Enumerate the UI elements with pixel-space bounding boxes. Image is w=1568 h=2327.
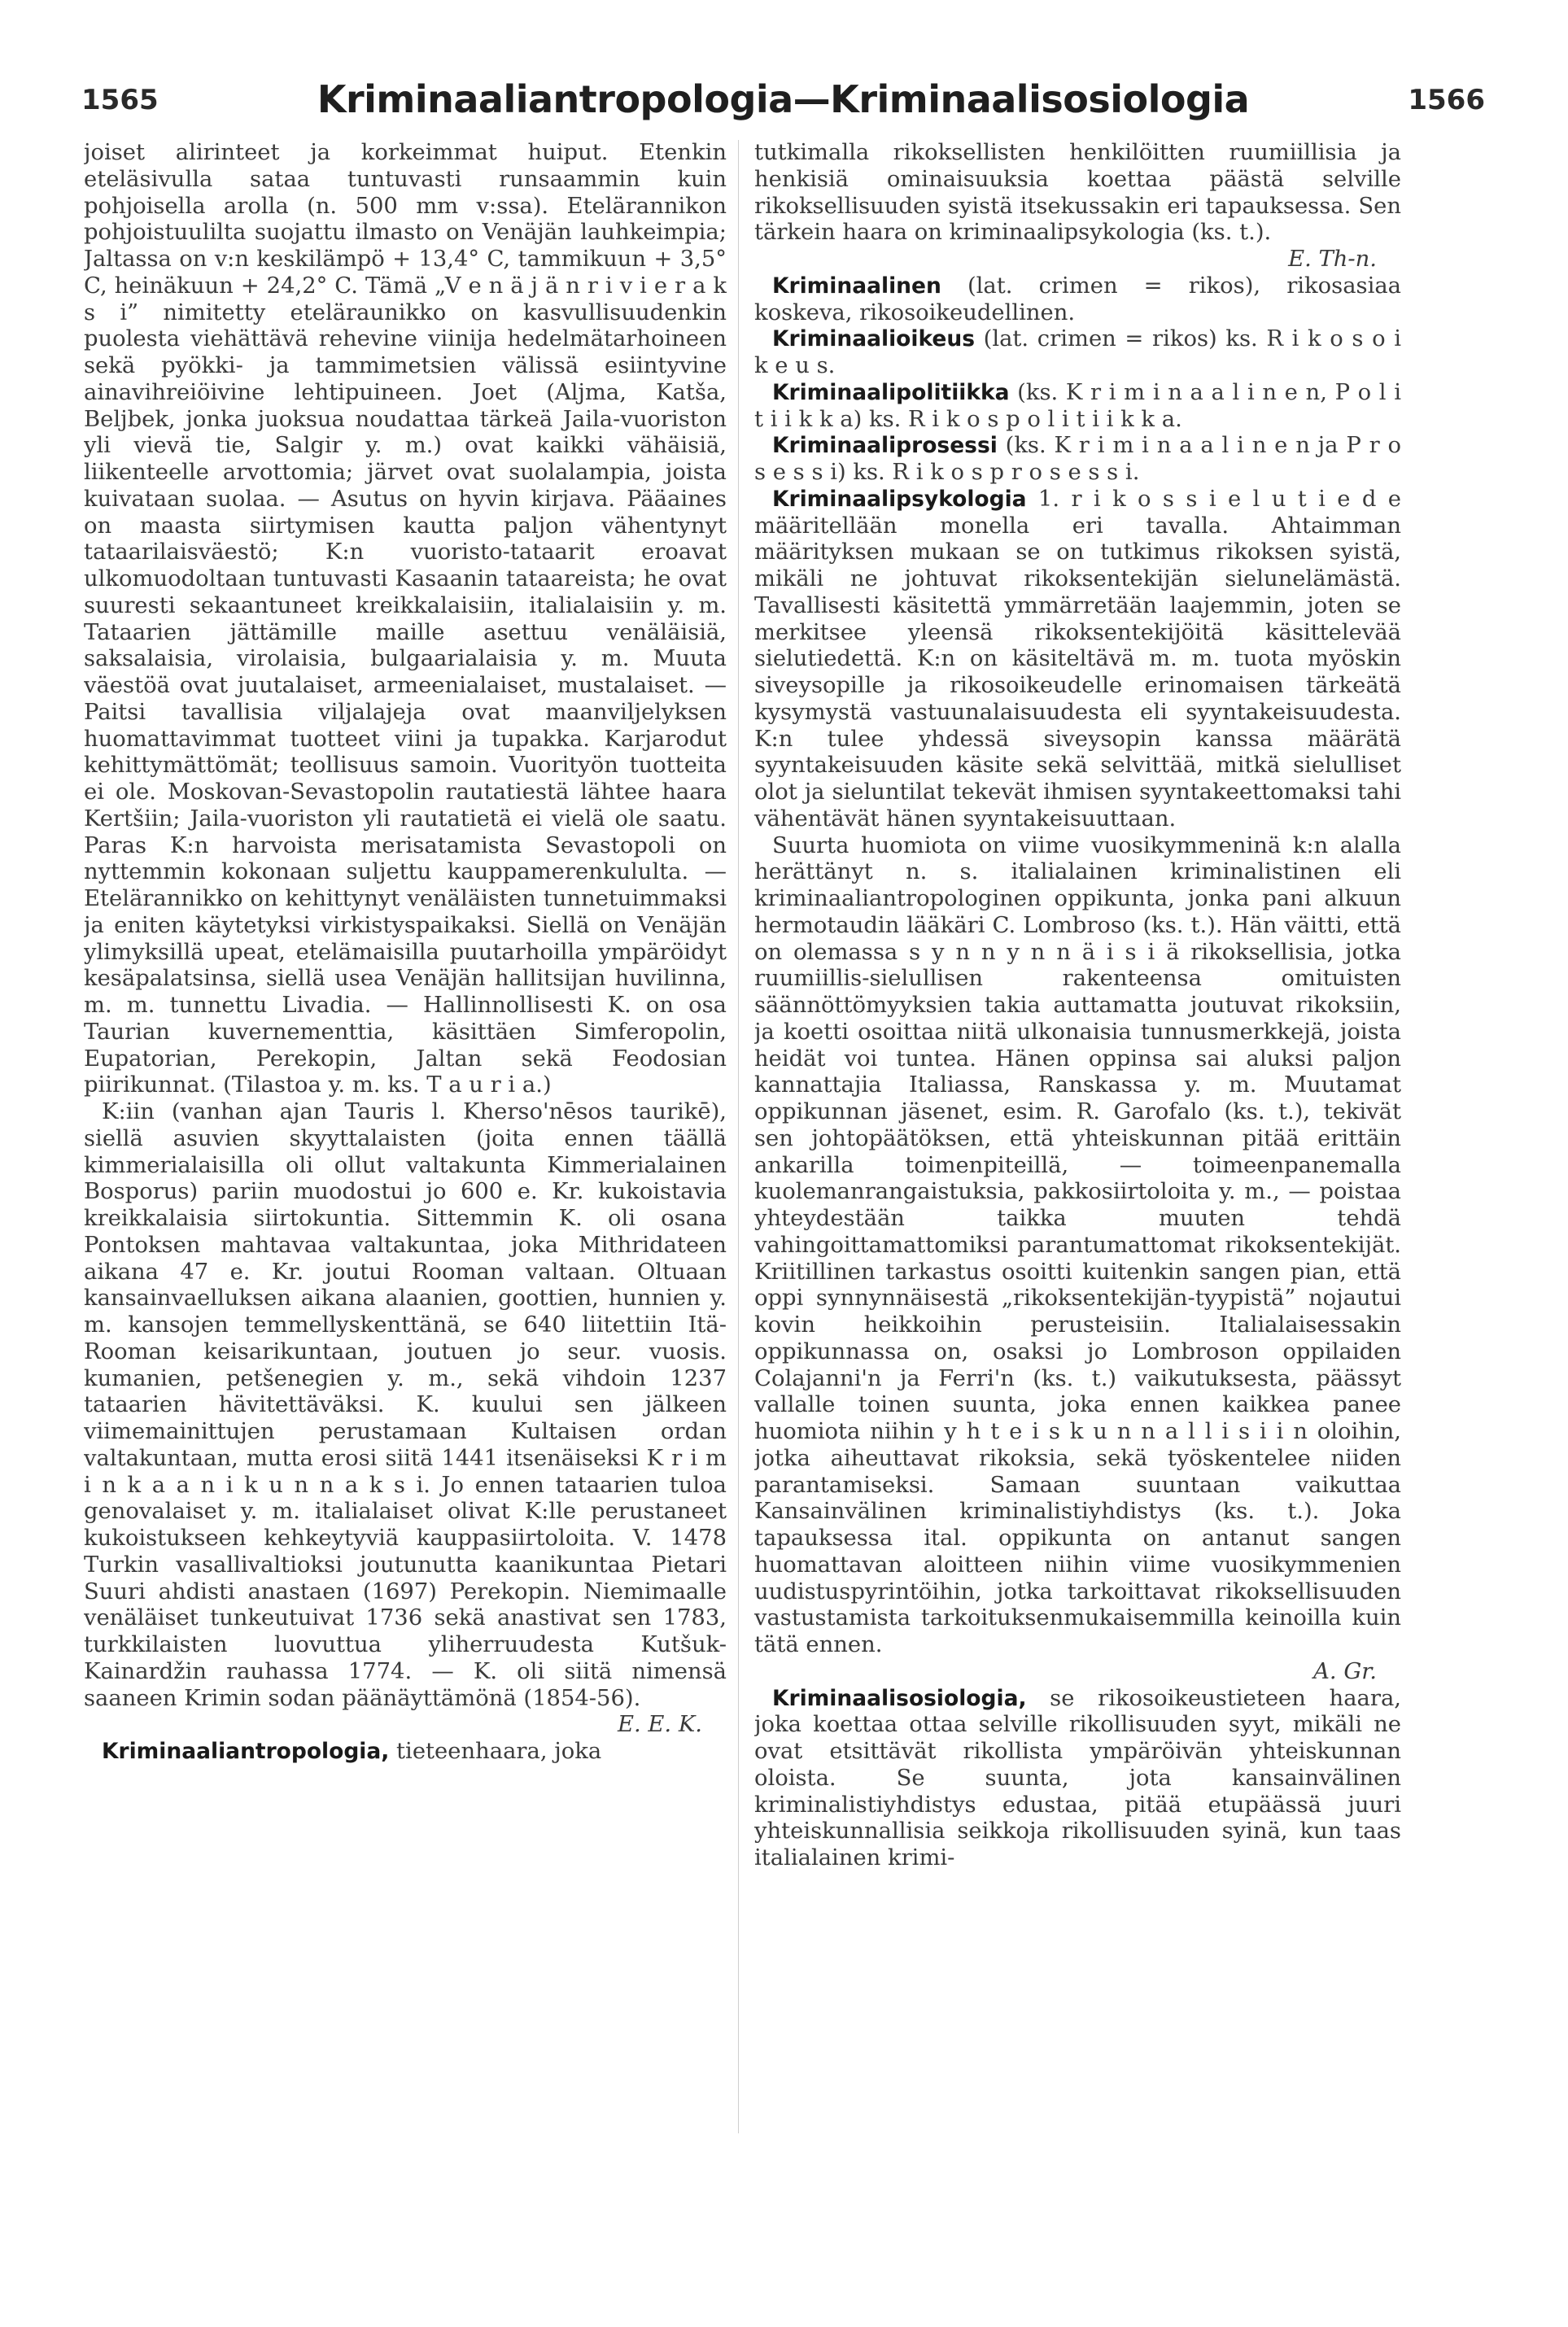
entry-kriminaaliprosessi [754, 433, 1401, 487]
page-number-right: 1566 [1408, 84, 1485, 116]
author-signature: E. Th-n. [1288, 247, 1377, 272]
entry-title: Kriminaalinen [772, 273, 941, 299]
column-divider [738, 140, 739, 2133]
entry-text: (ks. K r i m i n a a l i n e n ja P r o s e s s i) ks. R i k o s p r o s e s s i. [754, 433, 1401, 485]
article-paragraph: tutkimalla rikoksellisten henkilöitten ruumiillisia ja henkisiä ominaisuuksia koettaa päästä selville rikoksellisuuden syistä itsekussakin eri tapauksessa. Sen tärkein haara on kriminaalipsykologia (ks. t.). [754, 140, 1401, 246]
running-head: Kriminaaliantropologia—Kriminaalisosiologia [317, 77, 1250, 121]
entry-title: Kriminaalisosiologia, [772, 1685, 1027, 1711]
page-number-left: 1565 [81, 84, 159, 116]
entry-kriminaalinen [754, 273, 1401, 327]
entry-text: (lat. crimen = rikos), rikosasiaa koskeva, rikosoikeudellinen. [754, 273, 1401, 325]
left-column [84, 140, 727, 2133]
entry-kriminaalisosiologia [754, 1686, 1401, 1872]
entry-kriminaalipsykologia [754, 487, 1401, 833]
entry-text: tieteenhaara, joka [389, 1739, 602, 1764]
entry-text: 1. r i k o s s i e l u t i e d e määritellään monella eri tavalla. Ahtaimman määrityksen mukaan se on tutkimus rikoksen syistä, mikäli ne johtuvat rikoksentekijän sielunelämästä. Tavallisesti käsitettä ymmärretään laajemmin, joten se merkitsee yleensä rikoksentekijöitä käsittelevää sielutiedettä. K:n on käsiteltävä m. m. tuota myöskin siveysopille ja rikosoikeudelle erinomaisen tärkeätä kysymystä vastuunalaisuudesta eli syyntakeisuudesta. K:n tulee yhdessä siveysopin kanssa määrätä syyntakeisuuden käsite sekä selvittää, mitkä sielulliset olot ja sieluntilat tekevät ihmisen syyntakeettomaksi tahi vähentävät hänen syyntakeisuuttaan. [754, 486, 1401, 832]
entry-title: Kriminaalipolitiikka [772, 379, 1010, 405]
entry-text: (lat. crimen = rikos) ks. R i k o s o i k e u s. [754, 326, 1401, 378]
entry-title: Kriminaalipsykologia [772, 486, 1027, 512]
entry-title: Kriminaaliprosessi [772, 433, 998, 459]
article-paragraph: K:iin (vanhan ajan Tauris l. Kherso'nēsos taurikē), siellä asuvien skyyttalaisten (joita ennen täällä kimmerialaisilla oli ollut valtakunta Kimmerialainen Bosporus) pariin muodostui jo 600 e. Kr. kukoistavia kreikkalaisia siirtokuntia. Sittemmin K. oli osana Pontoksen mahtavaa valtakuntaa, joka Mithridateen aikana 47 e. Kr. joutui Rooman valtaan. Oltuaan kansainvaelluksen aikana alaanien, goottien, hunnien y. m. kansojen temmellyskenttänä, se 640 liitettiin Itä-Rooman keisarikuntaan, joutuen jo seur. vuosis. kumanien, petšenegien y. m., sekä vihdoin 1237 tataarien hävitettäväksi. K. kuului sen jälkeen viimemainittujen perustamaan Kultaisen ordan valtakuntaan, mutta erosi siitä 1441 itsenäiseksi K r i m i n k a a n i k u n n a k s i. Jo ennen tataarien tuloa genovalaiset y. m. italialaiset olivat K:lle perustaneet kukoistukseen kehkeytyviä kauppasiirtoloita. V. 1478 Turkin vasallivaltioksi joutunutta kaanikuntaa Pietari Suuri ahdisti anastaen (1697) Perekopin. Niemimaalle venäläiset tunkeutuivat 1736 sekä anastivat sen 1783, turkkilaisten luovuttua yliherruudesta Kutšuk-Kainardžin rauhassa 1774. — K. oli siitä nimensä saaneen Krimin sodan päänäyttämönä (1854-56). [84, 1099, 727, 1711]
article-paragraph: joiset alirinteet ja korkeimmat huiput. Etenkin eteläsivulla sataa tuntuvasti runsaammin kuin pohjoisella arolla (n. 500 mm v:ssa). Etelärannikon pohjoistuulilta suojattu ilmasto on Venäjän lauhkeimpia; Jaltassa on v:n keskilämpö + 13,4° C, tammikuun + 3,5° C, heinäkuun + 24,2° C. Tämä „V e n ä j ä n r i v i e r a k s i” nimitetty eteläraunikko on kasvullisuudenkin puolesta viehättävä rehevine viinija hedelmätarhoineen sekä pyökki- ja tammimetsien välissä esiintyvine ainavihreiöivine lehtipuineen. Joet (Aljma, Katša, Beljbek, jonka juoksua noudattaa tärkeä Jaila-vuoriston yli vievä tie, Salgir y. m.) ovat kaikki vähäisiä, liikenteelle arvottomia; järvet ovat suolalampia, joista kuivataan suolaa. — Asutus on hyvin kirjava. Pääaines on maasta siirtymisen kautta paljon vähentynyt tataarilaisväestö; K:n vuoristo-tataarit eroavat ulkomuodoltaan tuntuvasti Kasaanin tataareista; he ovat suuresti sekaantuneet kreikkalaisiin, italialaisiin y. m. Tataarien jättämille maille asettuu venäläisiä, saksalaisia, virolaisia, bulgaarialaisia y. m. Muuta väestöä ovat juutalaiset, armeenialaiset, mustalaiset. — Paitsi tavallisia viljalajeja ovat maanviljelyksen huomattavimmat tuotteet viini ja tupakka. Karjarodut kehittymättömät; teollisuus samoin. Vuorityön tuotteita ei ole. Moskovan-Sevastopolin rautatiestä lähtee haara Kertšiin; Jaila-vuoriston yli rautatietä ei vielä ole saatu. Paras K:n harvoista merisatamista Sevastopoli on nyttemmin kokonaan suljettu kauppamerenkululta. — Etelärannikko on kehittynyt venäläisten tunnetuimmaksi ja eniten käytetyksi virkistyspaikaksi. Siellä on Venäjän ylimyksillä upeat, etelämaisilla puutarhoilla ympäröidyt kesäpalatsinsa, siellä usea Venäjän hallitsijan huvilinna, m. m. tunnettu Livadia. — Hallinnollisesti K. on osa Taurian kuvernementtia, käsittäen Simferopolin, Eupatorian, Perekopin, Jaltan sekä Feodosian piirikunnat. (Tilastoa y. m. ks. T a u r i a.) [84, 140, 727, 1098]
entry-title: Kriminaaliantropologia, [102, 1739, 390, 1764]
article-paragraph [754, 833, 1401, 1659]
entry-kriminaalioikeus [754, 326, 1401, 380]
entry-kriminaalipolitiikka [754, 380, 1401, 434]
page-header [81, 77, 1485, 126]
entry-text: Suurta huomiota on viime vuosikymmeninä k:n alalla herättänyt n. s. italialainen kriminalistinen eli kriminaaliantropologinen oppikunta, jonka pani alkuun hermotaudin lääkäri C. Lombroso (ks. t.). Hän väitti, että on olemassa s y n n y n n ä i s i ä rikoksellisia, jotka ruumiillis-sielullisen rakenteensa omituisten säännöttömyyksien takia auttamatta joutuvat rikoksiin, ja koetti osoittaa niitä ulkonaisia tunnusmerkkejä, joista heidät voi tuntea. Hänen oppinsa sai aluksi paljon kannattajia Italiassa, Ranskassa y. m. Muutamat oppikunnan jäsenet, esim. R. Garofalo (ks. t.), tekivät sen johtopäätöksen, että yhteiskunnan pitää erittäin ankarilla toimenpiteillä, — toimeenpanemalla kuolemanrangaistuksia, pakkosiirtoloita y. m., — poistaa yhteydestään taikka muuten tehdä vahingoittamattomiksi parantumattomat rikoksentekijät. Kriitillinen tarkastus osoitti kuitenkin sangen pian, että oppi synnynnäisestä „rikoksentekijän-tyypistä” nojautui kovin heikkoihin perusteisiin. Italialaisessakin oppikunnassa on, osaksi jo Lombroson oppilaiden Colajanni'n ja Ferri'n (ks. t.) vaikutuksesta, päässyt vallalle toinen suunta, joka ennen kaikkea panee huomiota niihin y h t e i s k u n n a l l i s i i n oloihin, jotka aiheuttavat rikoksia, sekä työskentelee niiden parantamiseksi. Samaan suuntaan vaikuttaa Kansainvälinen kriminalistiyhdistys (ks. t.). Joka tapauksessa ital. oppikunta on antanut sangen huomattavan aloitteen niihin viime vuosikymmenien uudistuspyrintöihin, jotka tarkoittavat rikoksellisuuden vastustamista tarkoituksenmukaisemmilla keinoilla kuin tätä ennen. [754, 832, 1401, 1657]
entry-title: Kriminaalioikeus [772, 326, 975, 352]
entry-kriminaaliantropologia [84, 1739, 727, 1766]
author-signature: E. E. K. [618, 1712, 702, 1738]
author-signature: A. Gr. [1313, 1658, 1377, 1684]
entry-text: (ks. K r i m i n a a l i n e n, P o l i t i i k k a) ks. R i k o s p o l i t i i k k a. [754, 379, 1401, 432]
entry-text: se rikosoikeustieteen haara, joka koettaa ottaa selville rikollisuuden syyt, mikäli ne ovat etsittävät rikollista ympäröivän yhteiskunnan oloista. Se suunta, jota kansainvälinen kriminalistiyhdistys edustaa, pitää etupäässä juuri yhteiskunnallisia seikkoja rikollisuuden syinä, kun taas italialainen krimi- [754, 1685, 1401, 1871]
right-column [754, 140, 1401, 2133]
